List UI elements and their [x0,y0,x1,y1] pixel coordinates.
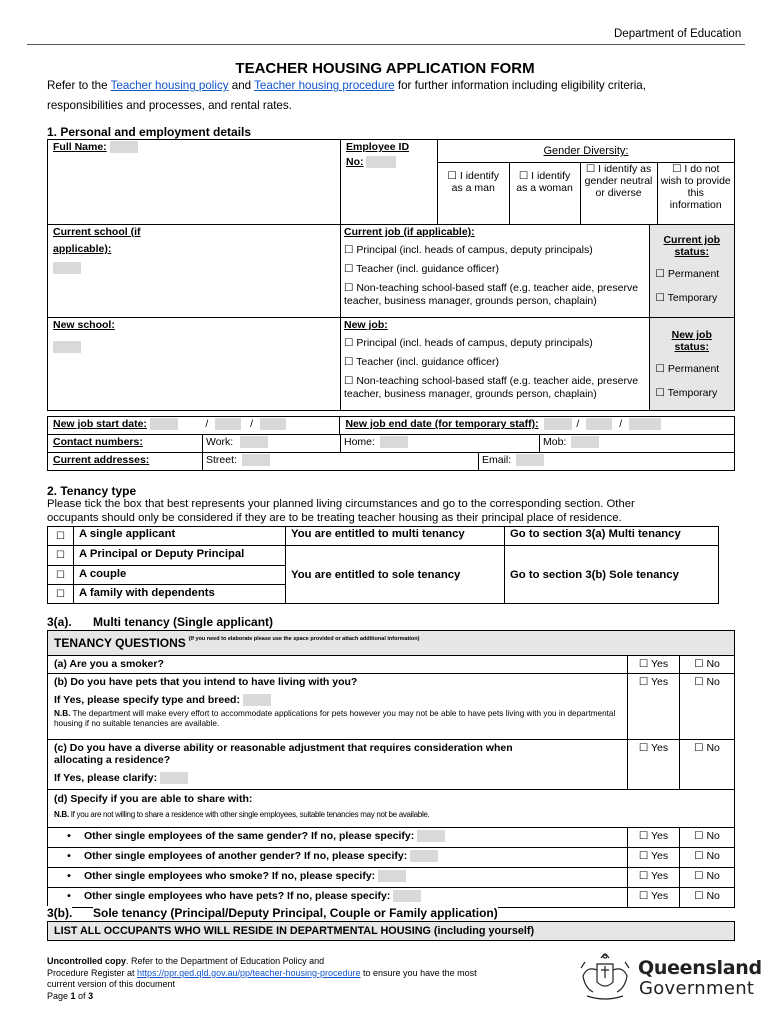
tenancy-questions-title: TENANCY QUESTIONS [54,636,186,650]
addresses-label: Current addresses: [53,454,150,466]
logo-government: Government [639,978,755,999]
employee-id-label: Employee ID [346,141,410,153]
mob-label: Mob: [543,436,567,448]
uncontrolled-label: Uncontrolled copy [47,956,127,966]
page-of: of [75,990,89,1001]
share-smoke: Other single employees who smoke? If no, please specify: [84,870,376,882]
section2-heading: 2. Tenancy type [47,484,137,498]
current-school-label-1: Current school (if [53,226,141,238]
ppr-link[interactable]: https://ppr.qed.qld.gov.au/pp/teacher-housing-procedure [137,967,361,978]
employee-id-no-label: No: [346,156,364,168]
single-applicant-label: A single applicant [74,527,286,546]
work-label: Work: [206,436,234,448]
work-field[interactable] [240,436,268,448]
pet-type-field[interactable] [243,694,271,706]
share-same-gender: Other single employees of the same gender? If no, please specify: [84,830,415,842]
new-status-permanent[interactable]: ☐ Permanent [655,363,720,375]
section3a-heading-num: 3(a). [47,615,72,629]
question-b: (b) Do you have pets that you intend to have living with you? [54,676,358,688]
personal-details-table [47,139,735,411]
start-year-field[interactable] [260,418,286,430]
share-other-gender-field[interactable] [410,850,438,862]
current-job-teacher[interactable]: ☐ Teacher (incl. guidance officer) [344,263,499,275]
share-other-gender: Other single employees of another gender? If no, please specify: [84,850,408,862]
new-school-label: New school: [53,319,115,331]
header-rule [27,44,745,45]
page-label: Page [47,990,71,1001]
current-job-nonteaching[interactable]: ☐ Non-teaching school-based staff (e.g. teacher aide, preserve teacher, business manager, grounds person, chaplain) [344,282,639,307]
sole-tenancy-entitlement: You are entitled to sole tenancy [286,546,505,604]
email-label: Email: [482,454,512,466]
page-count: 3 [88,990,94,1001]
share-other-gender-no[interactable]: ☐ No [680,848,735,868]
intro-pre: Refer to the [47,79,111,92]
new-status-label: New job status: [671,329,712,353]
bullet: • [67,830,71,842]
share-smoke-yes[interactable]: ☐ Yes [628,868,680,888]
multi-tenancy-entitlement: You are entitled to multi tenancy [286,527,505,546]
department-name: Department of Education [614,28,742,40]
current-status-label: Current job status: [663,234,721,258]
new-job-principal[interactable]: ☐ Principal (incl. heads of campus, deputy principals) [344,337,593,349]
question-b-no[interactable]: ☐ No [680,674,735,740]
current-job-label: Current job (if applicable): [344,226,475,238]
page-title: TEACHER HOUSING APPLICATION FORM [235,60,535,77]
principal-checkbox[interactable]: ☐ [48,546,74,566]
current-school-field[interactable] [53,262,81,274]
current-status-permanent[interactable]: ☐ Permanent [655,268,720,280]
bullet: • [67,890,71,902]
question-c-sub: If Yes, please clarify: [54,772,158,784]
question-c-line2: allocating a residence? [54,754,171,766]
gender-man-option[interactable]: ☐ I identify as a man [438,163,509,224]
question-a-yes[interactable]: ☐ Yes [628,656,680,674]
occupants-header: LIST ALL OCCUPANTS WHO WILL RESIDE IN DEPARTMENTAL HOUSING (including yourself) [47,921,735,941]
question-c-yes[interactable]: ☐ Yes [628,740,680,790]
logo-queensland: Queensland [638,957,762,979]
share-smoke-field[interactable] [378,870,406,882]
share-smoke-no[interactable]: ☐ No [680,868,735,888]
phone-table [47,434,735,453]
gender-options [438,163,734,224]
tenancy-type-table [47,526,719,604]
question-a: (a) Are you a smoker? [48,656,628,674]
couple-label: A couple [74,566,286,585]
question-b-note [54,709,621,729]
street-label: Street: [206,454,237,466]
question-c-line1: (c) Do you have a diverse ability or reasonable adjustment that requires consideration when [54,742,513,754]
current-status-temporary[interactable]: ☐ Temporary [655,292,718,304]
bullet: • [67,850,71,862]
share-same-gender-no[interactable]: ☐ No [680,828,735,848]
section2-desc-2: occupants should only be considered if they are to be treating teacher housing as their principal place of residence. [47,512,622,524]
email-field[interactable] [516,454,544,466]
question-b-note-text: The department will make every effort to accommodate applications for pets however you may not be able to have pets living with you in departmental housing if no suitable tenancies are available. [54,709,616,729]
address-table [47,452,735,471]
home-label: Home: [344,436,375,448]
footer-text [47,956,567,1002]
footer-line2a: Procedure Register at [47,967,138,978]
end-day-field[interactable] [544,418,572,430]
new-status-temporary[interactable]: ☐ Temporary [655,387,718,399]
gender-neutral-option[interactable]: ☐ I identify as gender neutral or diverse [580,163,657,224]
family-checkbox[interactable]: ☐ [48,585,74,604]
question-d: (d) Specify if you are able to share with: [54,793,253,805]
sole-tenancy-goto: Go to section 3(b) Sole tenancy [505,546,719,604]
intro-text [47,78,646,94]
bullet: • [67,870,71,882]
start-day-field[interactable] [150,418,178,430]
section2-desc-1: Please tick the box that best represents your planned living circumstances and go to the corresponding section. Other [47,498,635,510]
section3b-heading: Sole tenancy (Principal/Deputy Principal, Couple or Family application) [93,906,498,920]
end-month-field[interactable] [586,418,612,430]
footer-line2b: to ensure you have the most [360,967,477,978]
new-job-teacher[interactable]: ☐ Teacher (incl. guidance officer) [344,356,499,368]
slash: / [205,418,209,430]
home-field[interactable] [380,436,408,448]
current-school-label-2: applicable): [53,243,112,255]
intro-line2: responsibilities and processes, and rental rates. [47,99,292,112]
start-month-field[interactable] [215,418,241,430]
mob-field[interactable] [571,436,599,448]
tenancy-questions-note: (If you need to elaborate please use the space provided or attach additional information) [188,636,420,642]
couple-checkbox[interactable]: ☐ [48,566,74,585]
share-pets-field[interactable] [393,890,421,902]
section1-heading: 1. Personal and employment details [47,125,252,139]
gender-woman-option[interactable]: ☐ I identify as a woman [509,163,580,224]
gender-no-answer-option[interactable]: ☐ I do not wish to provide this information [657,163,734,224]
question-d-note [54,810,728,819]
clarify-field[interactable] [160,772,188,784]
nb-label: N.B. [54,810,69,819]
procedure-link[interactable]: Teacher housing procedure [254,79,395,92]
coat-of-arms-icon [575,948,635,1004]
full-name-label: Full Name: [53,141,107,153]
nb-label: N.B. [54,709,71,719]
current-job-principal[interactable]: ☐ Principal (incl. heads of campus, deputy principals) [344,244,593,256]
question-c-no[interactable]: ☐ No [680,740,735,790]
new-job-label: New job: [344,319,388,331]
question-b-sub: If Yes, please specify type and breed: [54,694,240,706]
footer-line1: . Refer to the Department of Education Policy and [126,956,325,966]
intro-post: for further information including eligibility criteria, [394,79,646,92]
slash: / [250,418,254,430]
end-year-field[interactable] [629,418,661,430]
contact-label: Contact numbers: [53,436,143,448]
street-field[interactable] [242,454,270,466]
single-applicant-checkbox[interactable]: ☐ [48,527,74,546]
tenancy-questions-table [47,630,735,908]
share-pets-yes[interactable]: ☐ Yes [628,888,680,908]
question-d-note-text: If you are not willing to share a residence with other single employees, suitable tenancies may not be available. [68,810,430,819]
gender-title: Gender Diversity: [543,145,629,157]
multi-tenancy-goto: Go to section 3(a) Multi tenancy [505,527,719,546]
full-name-field[interactable] [110,141,138,153]
policy-link[interactable]: Teacher housing policy [110,79,229,92]
start-date-label: New job start date: [53,418,147,430]
share-other-gender-yes[interactable]: ☐ Yes [628,848,680,868]
share-pets: Other single employees who have pets? If no, please specify: [84,890,391,902]
section3b-heading-num: 3(b). [47,906,73,920]
footer-line3: current version of this document [47,979,176,989]
new-job-nonteaching[interactable]: ☐ Non-teaching school-based staff (e.g. teacher aide, preserve teacher, business manager, grounds person, chaplain) [344,375,639,400]
section3a-heading: Multi tenancy (Single applicant) [93,615,274,629]
share-same-gender-yes[interactable]: ☐ Yes [628,828,680,848]
slash: / [576,418,580,430]
share-pets-no[interactable]: ☐ No [680,888,735,908]
principal-label: A Principal or Deputy Principal [74,546,286,566]
question-a-no[interactable]: ☐ No [680,656,735,674]
new-school-field[interactable] [53,341,81,353]
page-number: 1 [70,990,76,1001]
employee-id-field[interactable] [366,156,396,168]
question-b-yes[interactable]: ☐ Yes [628,674,680,740]
contact-table [47,416,735,435]
end-date-label: New job end date (for temporary staff): [345,418,539,430]
intro-mid: and [228,79,255,92]
slash: / [619,418,623,430]
family-label: A family with dependents [74,585,286,604]
share-same-gender-field[interactable] [417,830,445,842]
